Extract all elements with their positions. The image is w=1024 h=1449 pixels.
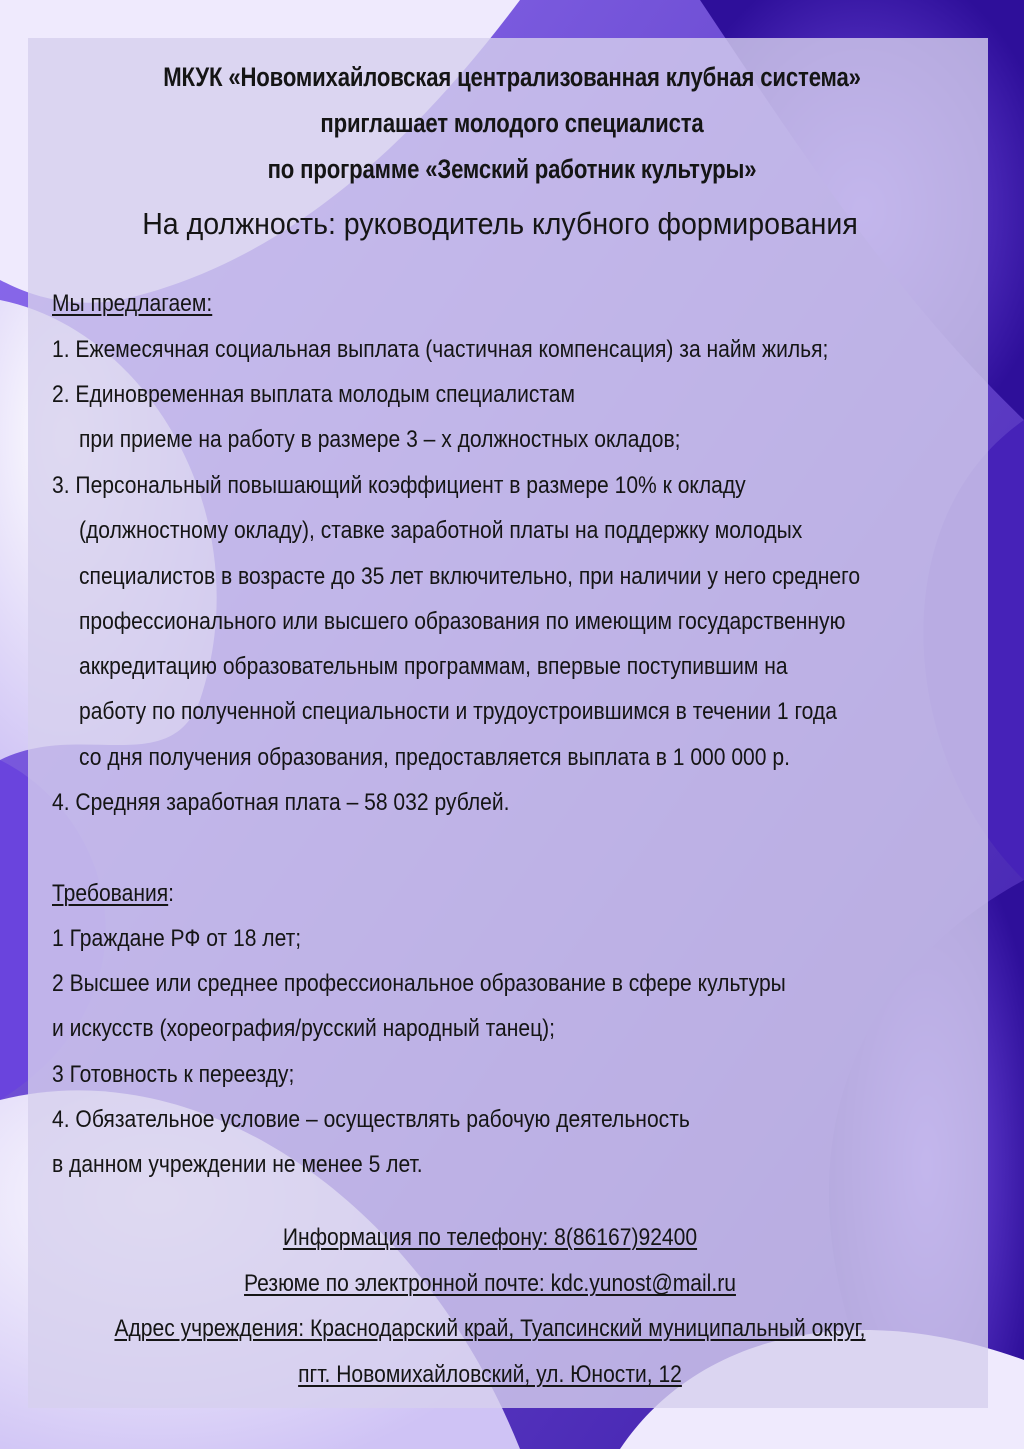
offer-item-1: 1. Ежемесячная социальная выплата (частичная компенсация) за найм жилья; [52,336,829,363]
requirements-heading-colon: : [168,880,175,907]
requirement-item-3: 3 Готовность к переезду; [52,1061,295,1088]
requirement-item-4-line-1: 4. Обязательное условие – осуществлять рабочую деятельность [52,1106,690,1133]
position-title: На должность: руководитель клубного формирования [142,206,858,241]
contact-phone: Информация по телефону: 8(86167)92400 [282,1224,698,1251]
contact-email: Резюме по электронной почте: kdc.yunost@mail.ru [244,1270,736,1297]
header-line-1: МКУК «Новомихайловская централизованная клубная система» [163,62,861,92]
requirement-item-2-line-1: 2 Высшее или среднее профессиональное образование в сфере культуры [52,970,786,997]
offer-item-4: 4. Средняя заработная плата – 58 032 рублей. [52,789,510,816]
offer-item-3-line-3: специалистов в возрасте до 35 лет включительно, при наличии у него среднего [79,563,861,590]
offer-item-2-line-1: 2. Единовременная выплата молодым специалистам [52,381,576,408]
offer-item-3-line-5: аккредитацию образовательным программам, впервые поступившим на [79,653,788,680]
requirement-item-2-line-2: и искусств (хореография/русский народный танец); [52,1015,556,1042]
offer-heading: Мы предлагаем: [52,290,213,317]
offer-item-3-line-2: (должностному окладу), ставке заработной платы на поддержку молодых [79,517,803,544]
offer-item-3-line-7: со дня получения образования, предоставляется выплата в 1 000 000 р. [79,744,790,771]
offer-item-2-line-2: при приеме на работу в размере 3 – х должностных окладов; [79,426,681,453]
offer-item-3-line-4: профессионального или высшего образования по имеющим государственную [79,608,846,635]
requirement-item-4-line-2: в данном учреждении не менее 5 лет. [52,1151,423,1178]
contact-address-line-2: пгт. Новомихайловский, ул. Юности, 12 [298,1361,682,1388]
header-line-2: приглашает молодого специалиста [320,108,704,138]
offer-item-3-line-6: работу по полученной специальности и трудоустроившимся в течении 1 года [79,698,837,725]
requirements-heading-text: Требования [52,880,169,907]
contact-address-line-1: Адрес учреждения: Краснодарский край, Туапсинский муниципальный округ, [114,1315,866,1342]
header-line-3: по программе «Земский работник культуры» [267,154,757,184]
requirements-heading [52,880,174,908]
requirement-item-1: 1 Граждане РФ от 18 лет; [52,925,302,952]
offer-item-3-line-1: 3. Персональный повышающий коэффициент в размере 10% к окладу [52,472,746,499]
